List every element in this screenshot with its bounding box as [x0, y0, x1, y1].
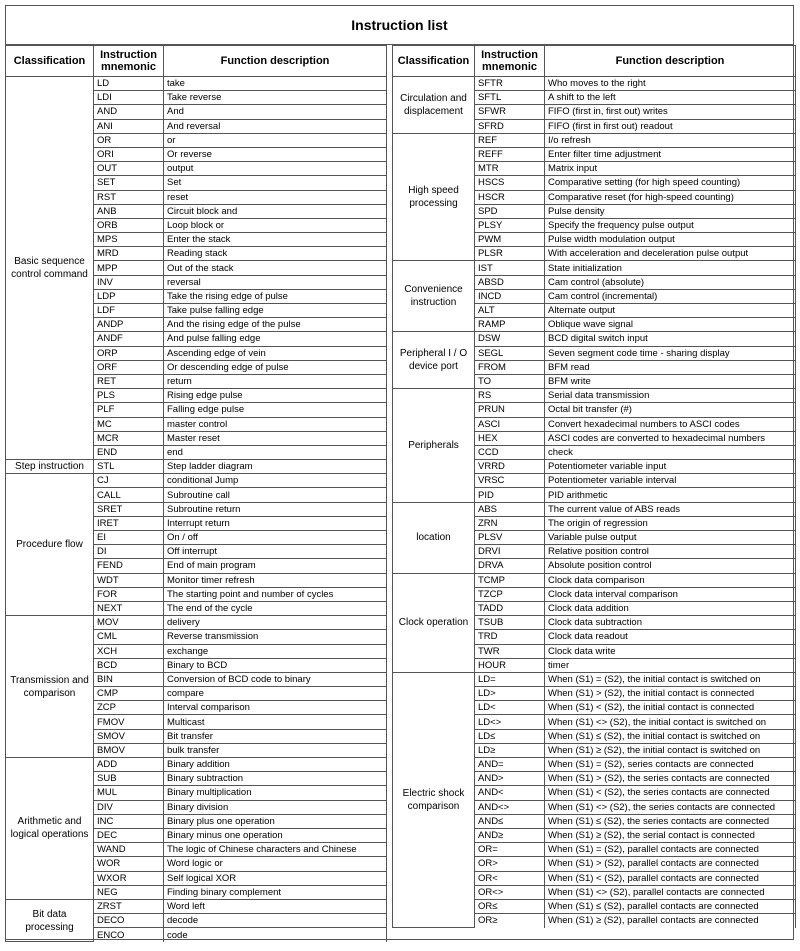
- mnemonic-cell: CJ: [94, 474, 164, 488]
- mnemonic-cell: ANDF: [94, 332, 164, 346]
- description-cell: ASCI codes are converted to hexadecimal numbers: [545, 431, 796, 445]
- description-cell: Or descending edge of pulse: [164, 360, 387, 374]
- mnemonic-cell: IST: [475, 261, 545, 275]
- mnemonic-cell: LD: [94, 77, 164, 91]
- mnemonic-cell: AND≤: [475, 814, 545, 828]
- mnemonic-cell: LD<>: [475, 715, 545, 729]
- classification-cell: Clock operation: [393, 573, 475, 672]
- description-cell: When (S1) <> (S2), the series contacts are connected: [545, 800, 796, 814]
- mnemonic-cell: OR≤: [475, 899, 545, 913]
- description-cell: Take reverse: [164, 91, 387, 105]
- description-cell: Enter filter time adjustment: [545, 147, 796, 161]
- mnemonic-cell: REFF: [475, 147, 545, 161]
- mnemonic-cell: HOUR: [475, 658, 545, 672]
- mnemonic-cell: ADD: [94, 758, 164, 772]
- mnemonic-cell: DI: [94, 545, 164, 559]
- description-cell: Variable pulse output: [545, 531, 796, 545]
- description-cell: Bit transfer: [164, 729, 387, 743]
- mnemonic-cell: END: [94, 445, 164, 459]
- description-cell: Out of the stack: [164, 261, 387, 275]
- instruction-row: [393, 332, 796, 346]
- description-cell: Self logical XOR: [164, 871, 387, 885]
- mnemonic-cell: INC: [94, 814, 164, 828]
- classification-cell: Procedure flow: [6, 474, 94, 616]
- mnemonic-cell: DEC: [94, 828, 164, 842]
- description-cell: When (S1) ≤ (S2), the series contacts are connected: [545, 814, 796, 828]
- description-cell: Subroutine call: [164, 488, 387, 502]
- description-cell: Comparative reset (for high-speed counting): [545, 190, 796, 204]
- mnemonic-cell: RST: [94, 190, 164, 204]
- mnemonic-cell: REF: [475, 133, 545, 147]
- mnemonic-cell: PWM: [475, 233, 545, 247]
- mnemonic-cell: SMOV: [94, 729, 164, 743]
- instruction-table-left: [5, 45, 387, 942]
- classification-cell: High speed processing: [393, 133, 475, 261]
- mnemonic-cell: FEND: [94, 559, 164, 573]
- instruction-row: [6, 616, 387, 630]
- description-cell: With acceleration and deceleration pulse output: [545, 247, 796, 261]
- description-cell: master control: [164, 417, 387, 431]
- description-cell: Take the rising edge of pulse: [164, 289, 387, 303]
- mnemonic-cell: LDF: [94, 304, 164, 318]
- mnemonic-cell: PID: [475, 488, 545, 502]
- description-cell: When (S1) > (S2), the series contacts are connected: [545, 772, 796, 786]
- mnemonic-cell: SET: [94, 176, 164, 190]
- description-cell: Specify the frequency pulse output: [545, 218, 796, 232]
- mnemonic-cell: FMOV: [94, 715, 164, 729]
- description-cell: Pulse density: [545, 204, 796, 218]
- header-classification: Classification: [6, 46, 94, 77]
- mnemonic-cell: BMOV: [94, 743, 164, 757]
- mnemonic-cell: ORI: [94, 147, 164, 161]
- description-cell: When (S1) < (S2), the initial contact is connected: [545, 701, 796, 715]
- mnemonic-cell: ABS: [475, 502, 545, 516]
- description-cell: Seven segment code time - sharing display: [545, 346, 796, 360]
- description-cell: When (S1) <> (S2), parallel contacts are connected: [545, 885, 796, 899]
- mnemonic-cell: AND≥: [475, 828, 545, 842]
- mnemonic-cell: XCH: [94, 644, 164, 658]
- description-cell: When (S1) > (S2), the initial contact is connected: [545, 687, 796, 701]
- description-cell: The current value of ABS reads: [545, 502, 796, 516]
- instruction-row: [393, 502, 796, 516]
- description-cell: decode: [164, 914, 387, 928]
- description-cell: Clock data subtraction: [545, 616, 796, 630]
- mnemonic-cell: PRUN: [475, 403, 545, 417]
- description-cell: Clock data write: [545, 644, 796, 658]
- description-cell: When (S1) ≥ (S2), the initial contact is switched on: [545, 743, 796, 757]
- description-cell: Pulse width modulation output: [545, 233, 796, 247]
- description-cell: Multicast: [164, 715, 387, 729]
- instruction-row: [6, 474, 387, 488]
- mnemonic-cell: PLSR: [475, 247, 545, 261]
- description-cell: Off interrupt: [164, 545, 387, 559]
- mnemonic-cell: ZCP: [94, 701, 164, 715]
- mnemonic-cell: TRD: [475, 630, 545, 644]
- description-cell: Finding binary complement: [164, 885, 387, 899]
- mnemonic-cell: ZRST: [94, 899, 164, 913]
- mnemonic-cell: OR<>: [475, 885, 545, 899]
- mnemonic-cell: MTR: [475, 162, 545, 176]
- mnemonic-cell: AND>: [475, 772, 545, 786]
- mnemonic-cell: LD<: [475, 701, 545, 715]
- mnemonic-cell: OR>: [475, 857, 545, 871]
- mnemonic-cell: LD>: [475, 687, 545, 701]
- mnemonic-cell: TSUB: [475, 616, 545, 630]
- mnemonic-cell: TADD: [475, 601, 545, 615]
- description-cell: I/o refresh: [545, 133, 796, 147]
- mnemonic-cell: AND: [94, 105, 164, 119]
- mnemonic-cell: CCD: [475, 445, 545, 459]
- mnemonic-cell: ENCO: [94, 928, 164, 942]
- header-classification: Classification: [393, 46, 475, 77]
- mnemonic-cell: LDP: [94, 289, 164, 303]
- description-cell: Take pulse falling edge: [164, 304, 387, 318]
- description-cell: Circuit block and: [164, 204, 387, 218]
- mnemonic-cell: HSCR: [475, 190, 545, 204]
- description-cell: Reverse transmission: [164, 630, 387, 644]
- mnemonic-cell: TWR: [475, 644, 545, 658]
- mnemonic-cell: ZRN: [475, 516, 545, 530]
- header-description: Function description: [164, 46, 387, 77]
- description-cell: Potentiometer variable input: [545, 460, 796, 474]
- description-cell: Binary addition: [164, 758, 387, 772]
- description-cell: Comparative setting (for high speed counting): [545, 176, 796, 190]
- description-cell: Binary subtraction: [164, 772, 387, 786]
- description-cell: When (S1) = (S2), series contacts are connected: [545, 758, 796, 772]
- description-cell: BFM read: [545, 360, 796, 374]
- mnemonic-cell: SPD: [475, 204, 545, 218]
- description-cell: delivery: [164, 616, 387, 630]
- description-cell: Alternate output: [545, 304, 796, 318]
- header-description: Function description: [545, 46, 796, 77]
- description-cell: A shift to the left: [545, 91, 796, 105]
- mnemonic-cell: OUT: [94, 162, 164, 176]
- mnemonic-cell: DRVI: [475, 545, 545, 559]
- header-mnemonic: Instruction mnemonic: [94, 46, 164, 77]
- mnemonic-cell: OR<: [475, 871, 545, 885]
- mnemonic-cell: IRET: [94, 516, 164, 530]
- description-cell: exchange: [164, 644, 387, 658]
- mnemonic-cell: PLSY: [475, 218, 545, 232]
- description-cell: When (S1) < (S2), parallel contacts are connected: [545, 871, 796, 885]
- description-cell: reset: [164, 190, 387, 204]
- mnemonic-cell: SRET: [94, 502, 164, 516]
- mnemonic-cell: ASCI: [475, 417, 545, 431]
- mnemonic-cell: WAND: [94, 843, 164, 857]
- description-cell: The origin of regression: [545, 516, 796, 530]
- description-cell: Reading stack: [164, 247, 387, 261]
- description-cell: Clock data comparison: [545, 573, 796, 587]
- mnemonic-cell: ORB: [94, 218, 164, 232]
- mnemonic-cell: TZCP: [475, 587, 545, 601]
- description-cell: Binary division: [164, 800, 387, 814]
- description-cell: Matrix input: [545, 162, 796, 176]
- description-cell: FIFO (first in, first out) writes: [545, 105, 796, 119]
- description-cell: Binary to BCD: [164, 658, 387, 672]
- mnemonic-cell: WOR: [94, 857, 164, 871]
- description-cell: And pulse falling edge: [164, 332, 387, 346]
- mnemonic-cell: STL: [94, 460, 164, 474]
- description-cell: Set: [164, 176, 387, 190]
- classification-cell: Basic sequence control command: [6, 77, 94, 460]
- mnemonic-cell: AND=: [475, 758, 545, 772]
- mnemonic-cell: SUB: [94, 772, 164, 786]
- mnemonic-cell: FROM: [475, 360, 545, 374]
- mnemonic-cell: DIV: [94, 800, 164, 814]
- instruction-row: [393, 573, 796, 587]
- instruction-row: [393, 77, 796, 91]
- mnemonic-cell: EI: [94, 531, 164, 545]
- description-cell: Oblique wave signal: [545, 318, 796, 332]
- description-cell: Loop block or: [164, 218, 387, 232]
- description-cell: Octal bit transfer (#): [545, 403, 796, 417]
- mnemonic-cell: TCMP: [475, 573, 545, 587]
- description-cell: End of main program: [164, 559, 387, 573]
- mnemonic-cell: ORP: [94, 346, 164, 360]
- mnemonic-cell: NEXT: [94, 601, 164, 615]
- mnemonic-cell: DRVA: [475, 559, 545, 573]
- description-cell: The logic of Chinese characters and Chinese: [164, 843, 387, 857]
- description-cell: Convert hexadecimal numbers to ASCI codes: [545, 417, 796, 431]
- mnemonic-cell: TO: [475, 374, 545, 388]
- mnemonic-cell: OR=: [475, 843, 545, 857]
- description-cell: FIFO (first in first out) readout: [545, 119, 796, 133]
- mnemonic-cell: DSW: [475, 332, 545, 346]
- description-cell: PID arithmetic: [545, 488, 796, 502]
- mnemonic-cell: AND<>: [475, 800, 545, 814]
- mnemonic-cell: ORF: [94, 360, 164, 374]
- header-mnemonic: Instruction mnemonic: [475, 46, 545, 77]
- mnemonic-cell: CMP: [94, 687, 164, 701]
- description-cell: Step ladder diagram: [164, 460, 387, 474]
- classification-cell: location: [393, 502, 475, 573]
- description-cell: timer: [545, 658, 796, 672]
- classification-cell: Circulation and displacement: [393, 77, 475, 134]
- mnemonic-cell: RS: [475, 389, 545, 403]
- classification-cell: Arithmetic and logical operations: [6, 758, 94, 900]
- description-cell: Or reverse: [164, 147, 387, 161]
- mnemonic-cell: BCD: [94, 658, 164, 672]
- description-cell: bulk transfer: [164, 743, 387, 757]
- description-cell: Absolute position control: [545, 559, 796, 573]
- description-cell: Who moves to the right: [545, 77, 796, 91]
- instruction-table-right: [392, 45, 796, 928]
- mnemonic-cell: CML: [94, 630, 164, 644]
- description-cell: And the rising edge of the pulse: [164, 318, 387, 332]
- instruction-row: [6, 899, 387, 913]
- description-cell: When (S1) < (S2), the series contacts are connected: [545, 786, 796, 800]
- instruction-row: [393, 672, 796, 686]
- description-cell: When (S1) ≤ (S2), the initial contact is switched on: [545, 729, 796, 743]
- description-cell: Falling edge pulse: [164, 403, 387, 417]
- description-cell: check: [545, 445, 796, 459]
- description-cell: When (S1) ≤ (S2), parallel contacts are connected: [545, 899, 796, 913]
- instruction-row: [393, 389, 796, 403]
- classification-cell: Bit data processing: [6, 899, 94, 942]
- mnemonic-cell: RAMP: [475, 318, 545, 332]
- mnemonic-cell: MRD: [94, 247, 164, 261]
- mnemonic-cell: VRRD: [475, 460, 545, 474]
- description-cell: Serial data transmission: [545, 389, 796, 403]
- mnemonic-cell: LDI: [94, 91, 164, 105]
- description-cell: When (S1) ≥ (S2), parallel contacts are connected: [545, 914, 796, 928]
- mnemonic-cell: AND<: [475, 786, 545, 800]
- description-cell: Relative position control: [545, 545, 796, 559]
- instruction-row: [6, 460, 387, 474]
- mnemonic-cell: OR≥: [475, 914, 545, 928]
- description-cell: The end of the cycle: [164, 601, 387, 615]
- description-cell: Ascending edge of vein: [164, 346, 387, 360]
- mnemonic-cell: ABSD: [475, 275, 545, 289]
- description-cell: And: [164, 105, 387, 119]
- classification-cell: Transmission and comparison: [6, 616, 94, 758]
- mnemonic-cell: LD≥: [475, 743, 545, 757]
- description-cell: Monitor timer refresh: [164, 573, 387, 587]
- description-cell: Rising edge pulse: [164, 389, 387, 403]
- mnemonic-cell: ANI: [94, 119, 164, 133]
- classification-cell: Step instruction: [6, 460, 94, 474]
- classification-cell: Electric shock comparison: [393, 672, 475, 927]
- header-row: [393, 46, 796, 77]
- mnemonic-cell: INV: [94, 275, 164, 289]
- mnemonic-cell: NEG: [94, 885, 164, 899]
- mnemonic-cell: WDT: [94, 573, 164, 587]
- mnemonic-cell: HEX: [475, 431, 545, 445]
- mnemonic-cell: MPS: [94, 233, 164, 247]
- mnemonic-cell: SEGL: [475, 346, 545, 360]
- instruction-list-document: [5, 5, 794, 940]
- description-cell: code: [164, 928, 387, 942]
- mnemonic-cell: MC: [94, 417, 164, 431]
- description-cell: When (S1) <> (S2), the initial contact is switched on: [545, 715, 796, 729]
- description-cell: take: [164, 77, 387, 91]
- mnemonic-cell: BIN: [94, 672, 164, 686]
- description-cell: Interval comparison: [164, 701, 387, 715]
- mnemonic-cell: PLS: [94, 389, 164, 403]
- description-cell: When (S1) ≥ (S2), the serial contact is connected: [545, 828, 796, 842]
- description-cell: Binary multiplication: [164, 786, 387, 800]
- description-cell: Potentiometer variable interval: [545, 474, 796, 488]
- mnemonic-cell: VRSC: [475, 474, 545, 488]
- mnemonic-cell: MOV: [94, 616, 164, 630]
- description-cell: reversal: [164, 275, 387, 289]
- description-cell: Word left: [164, 899, 387, 913]
- document-title: Instruction list: [6, 6, 793, 45]
- description-cell: Binary plus one operation: [164, 814, 387, 828]
- mnemonic-cell: MPP: [94, 261, 164, 275]
- description-cell: Binary minus one operation: [164, 828, 387, 842]
- mnemonic-cell: ANB: [94, 204, 164, 218]
- description-cell: Master reset: [164, 431, 387, 445]
- description-cell: output: [164, 162, 387, 176]
- instruction-row: [393, 133, 796, 147]
- mnemonic-cell: FOR: [94, 587, 164, 601]
- description-cell: Word logic or: [164, 857, 387, 871]
- classification-cell: Peripheral I / O device port: [393, 332, 475, 389]
- description-cell: end: [164, 445, 387, 459]
- mnemonic-cell: WXOR: [94, 871, 164, 885]
- classification-cell: Convenience instruction: [393, 261, 475, 332]
- description-cell: return: [164, 374, 387, 388]
- description-cell: compare: [164, 687, 387, 701]
- description-cell: The starting point and number of cycles: [164, 587, 387, 601]
- mnemonic-cell: PLSV: [475, 531, 545, 545]
- mnemonic-cell: INCD: [475, 289, 545, 303]
- description-cell: BCD digital switch input: [545, 332, 796, 346]
- mnemonic-cell: PLF: [94, 403, 164, 417]
- description-cell: And reversal: [164, 119, 387, 133]
- description-cell: BFM write: [545, 374, 796, 388]
- instruction-row: [393, 261, 796, 275]
- description-cell: Cam control (incremental): [545, 289, 796, 303]
- mnemonic-cell: MCR: [94, 431, 164, 445]
- mnemonic-cell: SFTR: [475, 77, 545, 91]
- description-cell: Conversion of BCD code to binary: [164, 672, 387, 686]
- mnemonic-cell: SFWR: [475, 105, 545, 119]
- description-cell: Clock data interval comparison: [545, 587, 796, 601]
- mnemonic-cell: SFRD: [475, 119, 545, 133]
- description-cell: Subroutine return: [164, 502, 387, 516]
- description-cell: Clock data addition: [545, 601, 796, 615]
- mnemonic-cell: DECO: [94, 914, 164, 928]
- description-cell: When (S1) > (S2), parallel contacts are connected: [545, 857, 796, 871]
- description-cell: Clock data readout: [545, 630, 796, 644]
- mnemonic-cell: CALL: [94, 488, 164, 502]
- mnemonic-cell: RET: [94, 374, 164, 388]
- mnemonic-cell: MUL: [94, 786, 164, 800]
- description-cell: State initialization: [545, 261, 796, 275]
- instruction-row: [6, 77, 387, 91]
- instruction-row: [6, 758, 387, 772]
- mnemonic-cell: ALT: [475, 304, 545, 318]
- mnemonic-cell: SFTL: [475, 91, 545, 105]
- mnemonic-cell: LD≤: [475, 729, 545, 743]
- description-cell: When (S1) = (S2), parallel contacts are connected: [545, 843, 796, 857]
- description-cell: Cam control (absolute): [545, 275, 796, 289]
- description-cell: When (S1) = (S2), the initial contact is switched on: [545, 672, 796, 686]
- classification-cell: Peripherals: [393, 389, 475, 503]
- description-cell: or: [164, 133, 387, 147]
- mnemonic-cell: ANDP: [94, 318, 164, 332]
- description-cell: On / off: [164, 531, 387, 545]
- header-row: [6, 46, 387, 77]
- mnemonic-cell: HSCS: [475, 176, 545, 190]
- description-cell: Enter the stack: [164, 233, 387, 247]
- mnemonic-cell: LD=: [475, 672, 545, 686]
- description-cell: conditional Jump: [164, 474, 387, 488]
- mnemonic-cell: OR: [94, 133, 164, 147]
- description-cell: Interrupt return: [164, 516, 387, 530]
